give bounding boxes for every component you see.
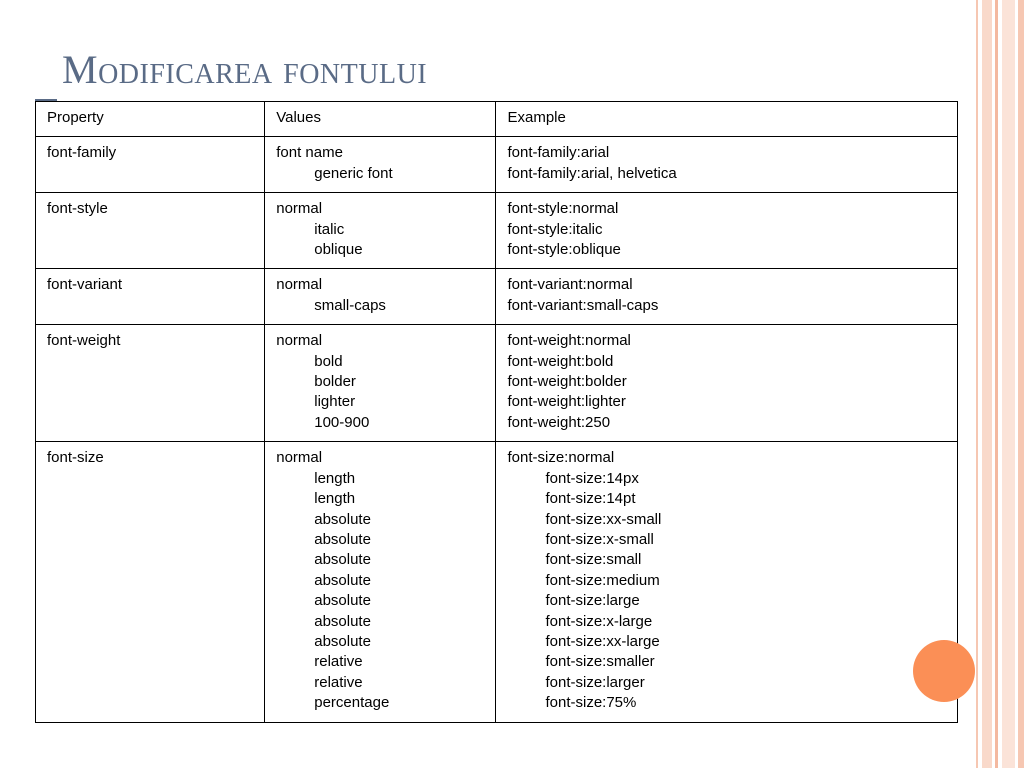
- example-item: font-size:14pt: [545, 490, 636, 508]
- example-item: font-family:arial: [507, 144, 610, 162]
- values-cell: [265, 193, 496, 269]
- example-cell: [496, 442, 958, 722]
- example-item: font-family:arial, helvetica: [507, 164, 677, 182]
- stripe: [976, 0, 978, 768]
- value-item: absolute: [314, 551, 371, 569]
- example-item: font-size:smaller: [545, 653, 655, 671]
- value-item: normal: [276, 276, 323, 294]
- example-item: font-size:small: [545, 551, 642, 569]
- stripe: [1002, 0, 1015, 768]
- value-item: generic font: [314, 164, 393, 182]
- example-item: font-size:xx-large: [545, 632, 660, 650]
- value-item: relative: [314, 673, 363, 691]
- value-item: absolute: [314, 571, 371, 589]
- stripe: [1018, 0, 1024, 768]
- value-item: absolute: [314, 612, 371, 630]
- values-cell: [265, 325, 496, 442]
- example-item: font-weight:lighter: [507, 393, 626, 411]
- property-cell: font-weight: [36, 325, 265, 442]
- value-item: 100-900: [314, 413, 370, 431]
- value-item: bolder: [314, 373, 356, 391]
- slide-title: Modificarea fontului: [62, 47, 428, 92]
- value-item: length: [314, 469, 356, 487]
- table-body: [36, 102, 958, 723]
- example-item: font-size:14px: [545, 469, 639, 487]
- property-cell: font-style: [36, 193, 265, 269]
- value-item: oblique: [314, 241, 363, 259]
- header-cell-values: Values: [265, 102, 496, 137]
- value-item: normal: [276, 200, 323, 218]
- example-cell: [496, 193, 958, 269]
- example-item: font-size:x-large: [545, 612, 653, 630]
- example-item: font-size:75%: [545, 694, 637, 712]
- header-cell-example: Example: [496, 102, 958, 137]
- value-item: absolute: [314, 592, 371, 610]
- example-item: font-variant:small-caps: [507, 296, 659, 314]
- value-item: italic: [314, 220, 345, 238]
- example-item: font-style:oblique: [507, 241, 621, 259]
- table-row: [36, 442, 958, 722]
- value-item: small-caps: [314, 296, 386, 314]
- values-cell: [265, 137, 496, 193]
- value-item: normal: [276, 449, 323, 467]
- values-cell: [265, 442, 496, 722]
- value-item: normal: [276, 332, 323, 350]
- table-row: [36, 137, 958, 193]
- property-cell: font-family: [36, 137, 265, 193]
- value-item: absolute: [314, 510, 371, 528]
- example-item: font-size:x-small: [545, 530, 654, 548]
- table-row: [36, 193, 958, 269]
- decorative-side-stripes: [976, 0, 1024, 768]
- property-cell: font-variant: [36, 269, 265, 325]
- example-cell: [496, 269, 958, 325]
- example-item: font-size:medium: [545, 571, 660, 589]
- example-item: font-variant:normal: [507, 276, 633, 294]
- value-item: bold: [314, 352, 343, 370]
- property-cell: font-size: [36, 442, 265, 722]
- header-cell-property: Property: [36, 102, 265, 137]
- stripe: [982, 0, 992, 768]
- example-item: font-weight:bold: [507, 352, 614, 370]
- example-item: font-weight:bolder: [507, 373, 627, 391]
- example-item: font-weight:250: [507, 413, 611, 431]
- font-properties-table: [35, 101, 958, 723]
- decorative-orange-circle: [913, 640, 975, 702]
- example-item: font-size:larger: [545, 673, 645, 691]
- value-item: lighter: [314, 393, 356, 411]
- example-cell: [496, 325, 958, 442]
- example-item: font-style:normal: [507, 200, 619, 218]
- value-item: length: [314, 490, 356, 508]
- table-row: [36, 269, 958, 325]
- example-item: font-style:italic: [507, 220, 603, 238]
- example-item: font-size:normal: [507, 449, 615, 467]
- value-item: absolute: [314, 530, 371, 548]
- value-item: font name: [276, 144, 343, 162]
- table-header-row: [36, 102, 958, 137]
- table-row: [36, 325, 958, 442]
- values-cell: [265, 269, 496, 325]
- example-item: font-size:large: [545, 592, 640, 610]
- value-item: percentage: [314, 694, 390, 712]
- example-item: font-weight:normal: [507, 332, 631, 350]
- value-item: absolute: [314, 632, 371, 650]
- example-cell: [496, 137, 958, 193]
- example-item: font-size:xx-small: [545, 510, 662, 528]
- value-item: relative: [314, 653, 363, 671]
- stripe: [995, 0, 998, 768]
